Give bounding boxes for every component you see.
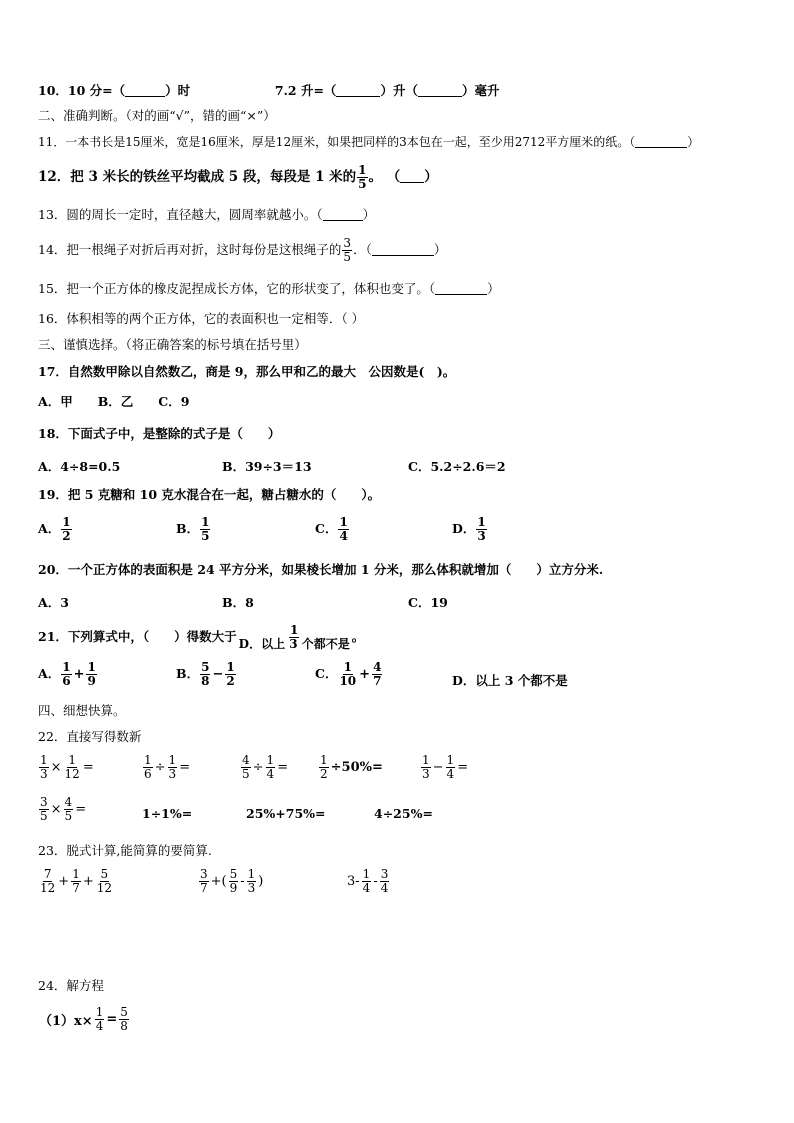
expression: 25%+75%= (246, 806, 326, 821)
section-heading-3: 三、谨慎选择。（将正确答案的标号填在括号里） (38, 337, 307, 352)
answer-blank[interactable] (372, 243, 434, 256)
question-11: 11．一本书长是15厘米，宽是16厘米，厚是12厘米，如果把同样的3本包在一起，至少用2712平方厘米的纸。（ ） (38, 135, 700, 149)
option-d: D． $\frac{1}{3}$ (452, 515, 486, 543)
option-b: B．8 (222, 595, 254, 610)
question-22: 22．直接写得数新 (38, 729, 142, 744)
section-heading-2: 二、准确判断。（对的画“√”，错的画“×”） (38, 108, 276, 123)
answer-blank[interactable] (635, 135, 687, 148)
option-c: C．19 (408, 595, 448, 610)
question-18: 18．下面式子中，是整除的式子是（ ） (38, 426, 281, 441)
question-10: 10．10 分=（ ）时 7.2 升=（ ）升（ ）毫升 (38, 83, 500, 98)
option-c: C． $\frac{1}{4}$ (315, 515, 348, 543)
expression: $\frac{7}{12}$ + $\frac{1}{7}$ + $\frac{5}{12}$ (40, 867, 113, 895)
option-b: B． $\frac{1}{5}$ (176, 515, 210, 543)
answer-blank[interactable] (435, 282, 487, 295)
expression: $\frac{1}{3}$ − $\frac{1}{4}$ = (422, 753, 469, 781)
option-a: A．3 (38, 595, 69, 610)
question-21: 21．下列算式中，（ ）得数大于 $\frac{1}{\text{D．以上 3 个都不是}}$ 。 (38, 623, 365, 651)
option-c: C． $\frac{1}{10}$ + $\frac{4}{7}$ (315, 660, 382, 688)
option-a: A． $\frac{1}{6}$ + $\frac{1}{9}$ (38, 660, 96, 688)
question-13: 13．圆的周长一定时，直径越大，圆周率就越小。（ ） (38, 207, 376, 222)
expression: 4÷25%= (374, 806, 433, 821)
expression: 1÷1%= (142, 806, 193, 821)
fraction: $\frac{1}{5}$ (358, 163, 367, 191)
option-b: B． $\frac{5}{8}$ − $\frac{1}{2}$ (176, 660, 235, 688)
question-24: 24．解方程 (38, 978, 104, 993)
answer-blank[interactable] (323, 208, 363, 221)
answer-blank[interactable] (125, 84, 165, 97)
equation: （1）x× $\frac{1}{4}$ = $\frac{5}{8}$ (39, 1005, 128, 1033)
expression: $\frac{1}{3}$ × $\frac{1}{12}$ = (40, 753, 94, 781)
expression: $\frac{3}{5}$ × $\frac{4}{5}$ = (40, 795, 87, 823)
option-a: A．4÷8=0.5 (38, 459, 121, 474)
option-d: D．以上 3 个都不是 (452, 673, 568, 688)
section-heading-4: 四、细想快算。 (38, 703, 126, 718)
question-16: 16．体积相等的两个正方体，它的表面积也一定相等．（ ） (38, 311, 365, 326)
expression: $\frac{3}{7}$ +( $\frac{5}{9}$ - $\frac{1}{3}$ ) (200, 867, 264, 895)
answer-blank[interactable] (400, 170, 424, 183)
answer-blank[interactable] (418, 84, 462, 97)
question-23: 23．脱式计算,能简算的要简算. (38, 843, 212, 858)
question-19: 19．把 5 克糖和 10 克水混合在一起，糖占糖水的（ ）。 (38, 487, 381, 502)
answer-blank[interactable] (336, 84, 380, 97)
question-17: 17．自然数甲除以自然数乙，商是 9，那么甲和乙的最大 公因数是( )。 (38, 364, 456, 379)
question-15: 15．把一个正方体的橡皮泥捏成长方体，它的形状变了，体积也变了。（ ） (38, 281, 500, 296)
expression: 3- $\frac{1}{4}$ - $\frac{3}{4}$ (347, 867, 389, 895)
question-14: 14．把一根绳子对折后再对折，这时每份是这根绳子的 $\frac{3}{5}$ ．（ ） (38, 236, 447, 264)
expression: $\frac{1}{2}$ ÷50%= (320, 753, 383, 781)
expression: $\frac{1}{6}$ ÷ $\frac{1}{3}$ = (144, 753, 191, 781)
question-17-options: A．甲 B．乙 C．9 (38, 394, 190, 409)
question-12: 12．把 3 米长的铁丝平均截成 5 段，每段是 1 米的 $\frac{1}{5}$ 。 （ ） (38, 163, 438, 191)
question-20: 20．一个正方体的表面积是 24 平方分米，如果棱长增加 1 分米，那么体积就增加（ ）立方分米. (38, 562, 604, 577)
expression: $\frac{4}{5}$ ÷ $\frac{1}{4}$ = (242, 753, 289, 781)
option-b: B．39÷3＝13 (222, 459, 312, 474)
option-c: C．5.2÷2.6＝2 (408, 459, 506, 474)
option-a: A． $\frac{1}{2}$ (38, 515, 71, 543)
fraction: $\frac{3}{5}$ (343, 236, 352, 264)
